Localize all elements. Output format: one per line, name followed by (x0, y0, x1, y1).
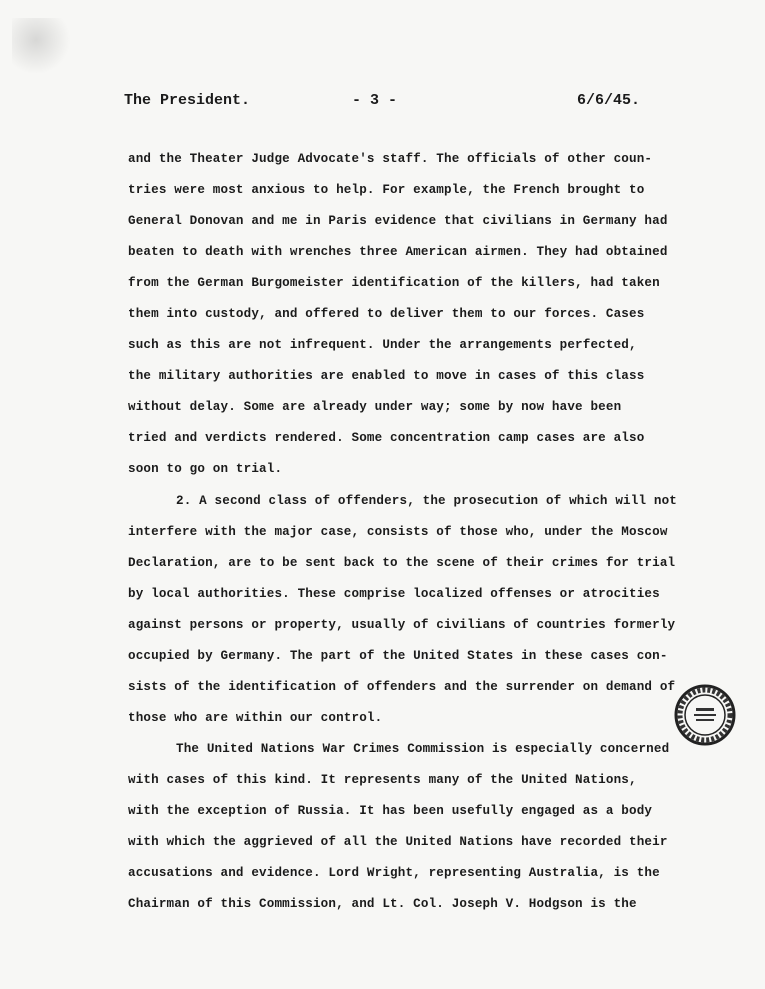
text-line: sists of the identification of offenders and the surrender on demand of (128, 680, 676, 694)
text-line: against persons or property, usually of civilians of countries formerly (128, 618, 676, 632)
text-line: with cases of this kind. It represents many of the United Nations, (128, 773, 637, 787)
text-line: the military authorities are enabled to move in cases of this class (128, 369, 645, 383)
text-line: Declaration, are to be sent back to the scene of their crimes for trial (128, 556, 676, 570)
text-line: those who are within our control. (128, 711, 383, 725)
text-line: them into custody, and offered to deliver them to our forces. Cases (128, 307, 645, 321)
text-line: by local authorities. These comprise localized offenses or atrocities (128, 587, 660, 601)
text-line: 2. A second class of offenders, the prosecution of which will not (176, 494, 677, 508)
text-line: tried and verdicts rendered. Some concentration camp cases are also (128, 431, 645, 445)
header-page-number: - 3 - (352, 92, 398, 109)
text-line: General Donovan and me in Paris evidence that civilians in Germany had (128, 214, 668, 228)
text-line: and the Theater Judge Advocate's staff. The officials of other coun- (128, 152, 653, 166)
archive-seal-icon (674, 684, 736, 746)
text-line: without delay. Some are already under way; some by now have been (128, 400, 622, 414)
text-line: accusations and evidence. Lord Wright, representing Australia, is the (128, 866, 660, 880)
text-line: with the exception of Russia. It has been usefully engaged as a body (128, 804, 653, 818)
text-line: interfere with the major case, consists of those who, under the Moscow (128, 525, 668, 539)
text-line: tries were most anxious to help. For example, the French brought to (128, 183, 645, 197)
text-line: occupied by Germany. The part of the United States in these cases con- (128, 649, 668, 663)
text-line: such as this are not infrequent. Under the arrangements perfected, (128, 338, 637, 352)
header-addressee: The President. (124, 92, 251, 109)
paper-smudge (12, 18, 72, 73)
text-line: The United Nations War Crimes Commission is especially concerned (176, 742, 670, 756)
text-line: soon to go on trial. (128, 462, 283, 476)
text-line: with which the aggrieved of all the United Nations have recorded their (128, 835, 668, 849)
text-line: from the German Burgomeister identification of the killers, had taken (128, 276, 660, 290)
header-date: 6/6/45. (577, 92, 641, 109)
text-line: Chairman of this Commission, and Lt. Col. Joseph V. Hodgson is the (128, 897, 637, 911)
text-line: beaten to death with wrenches three American airmen. They had obtained (128, 245, 668, 259)
